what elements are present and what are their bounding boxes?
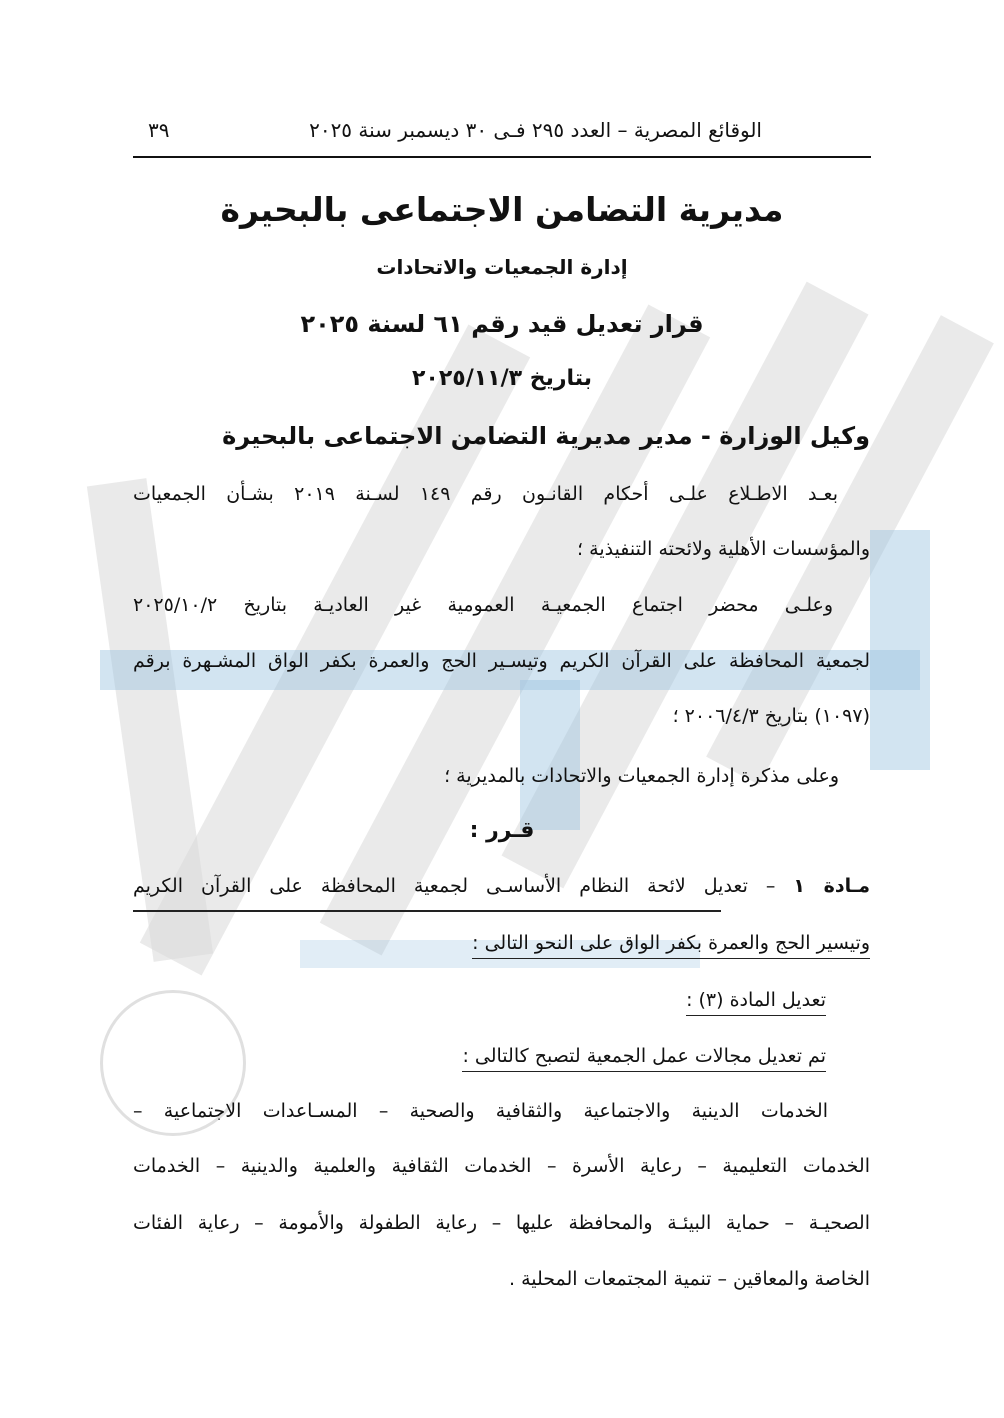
preamble-line: وعلى مذكرة إدارة الجمعيات والاتحادات بالمديرية ؛ xyxy=(444,765,839,787)
preamble-line: (١٠٩٧) بتاريخ ٢٠٠٦/٤/٣ ؛ xyxy=(672,705,870,727)
authority-title: مديرية التضامن الاجتماعى بالبحيرة xyxy=(220,190,784,229)
decided-heading: قـرر : xyxy=(469,818,535,843)
fields-line: الصحيـة – حماية البيئـة والمحافظة عليها – رعاية الطفولة والأمومة – رعاية الفئات xyxy=(133,1212,870,1234)
preamble-line: وعلـى محضر اجتماع الجمعيـة العمومية غير العاديـة بتاريخ ٢٠٢٥/١٠/٢ xyxy=(133,594,833,616)
amendment-heading: تعديل المادة (٣) : xyxy=(686,989,826,1011)
page-header: الوقائع المصرية – العدد ٢٩٥ فـى ٣٠ ديسمبر سنة ٢٠٢٥ xyxy=(309,118,762,142)
article-1 xyxy=(133,875,870,897)
fields-line: الخاصة والمعاقين – تنمية المجتمعات المحلية . xyxy=(508,1268,870,1290)
header-rule xyxy=(133,156,871,158)
preamble-line: والمؤسسات الأهلية ولائحته التنفيذية ؛ xyxy=(577,538,870,560)
page-number: ٣٩ xyxy=(148,118,170,142)
article-1-continued: وتيسير الحج والعمرة بكفر الواق على النحو التالى : xyxy=(472,932,870,954)
preamble-line: لجمعية المحافظة على القرآن الكريم وتيسـير الحج والعمرة بكفر الواق المشـهرة برقم xyxy=(133,650,870,672)
department-title: إدارة الجمعيات والاتحادات xyxy=(376,255,628,279)
decision-title: قرار تعديل قيد رقم ٦١ لسنة ٢٠٢٥ xyxy=(300,310,704,338)
article-label: مـادة ١ xyxy=(793,875,870,897)
preamble-line: بعـد الاطـلاع علـى أحكام القانـون رقم ١٤٩ لسـنة ٢٠١٩ بشـأن الجمعيات xyxy=(133,483,838,505)
fields-line: الخدمات التعليمية – رعاية الأسرة – الخدمات الثقافية والعلمية والدينية – الخدمات xyxy=(133,1155,870,1177)
article-text: – تعديل لائحة النظام الأساسـى لجمعية المحافظة على القرآن الكريم xyxy=(133,875,794,897)
decision-date: بتاريخ ٢٠٢٥/١١/٣ xyxy=(411,366,593,391)
article-underline xyxy=(133,910,721,912)
amendment-intro: تم تعديل مجالات عمل الجمعية لتصبح كالتالى : xyxy=(462,1045,826,1067)
issuer: وكيل الوزارة - مدير مديرية التضامن الاجتماعى بالبحيرة xyxy=(222,422,870,450)
fields-line: الخدمات الدينية والاجتماعية والثقافية والصحية – المسـاعدات الاجتماعية – xyxy=(133,1100,828,1122)
